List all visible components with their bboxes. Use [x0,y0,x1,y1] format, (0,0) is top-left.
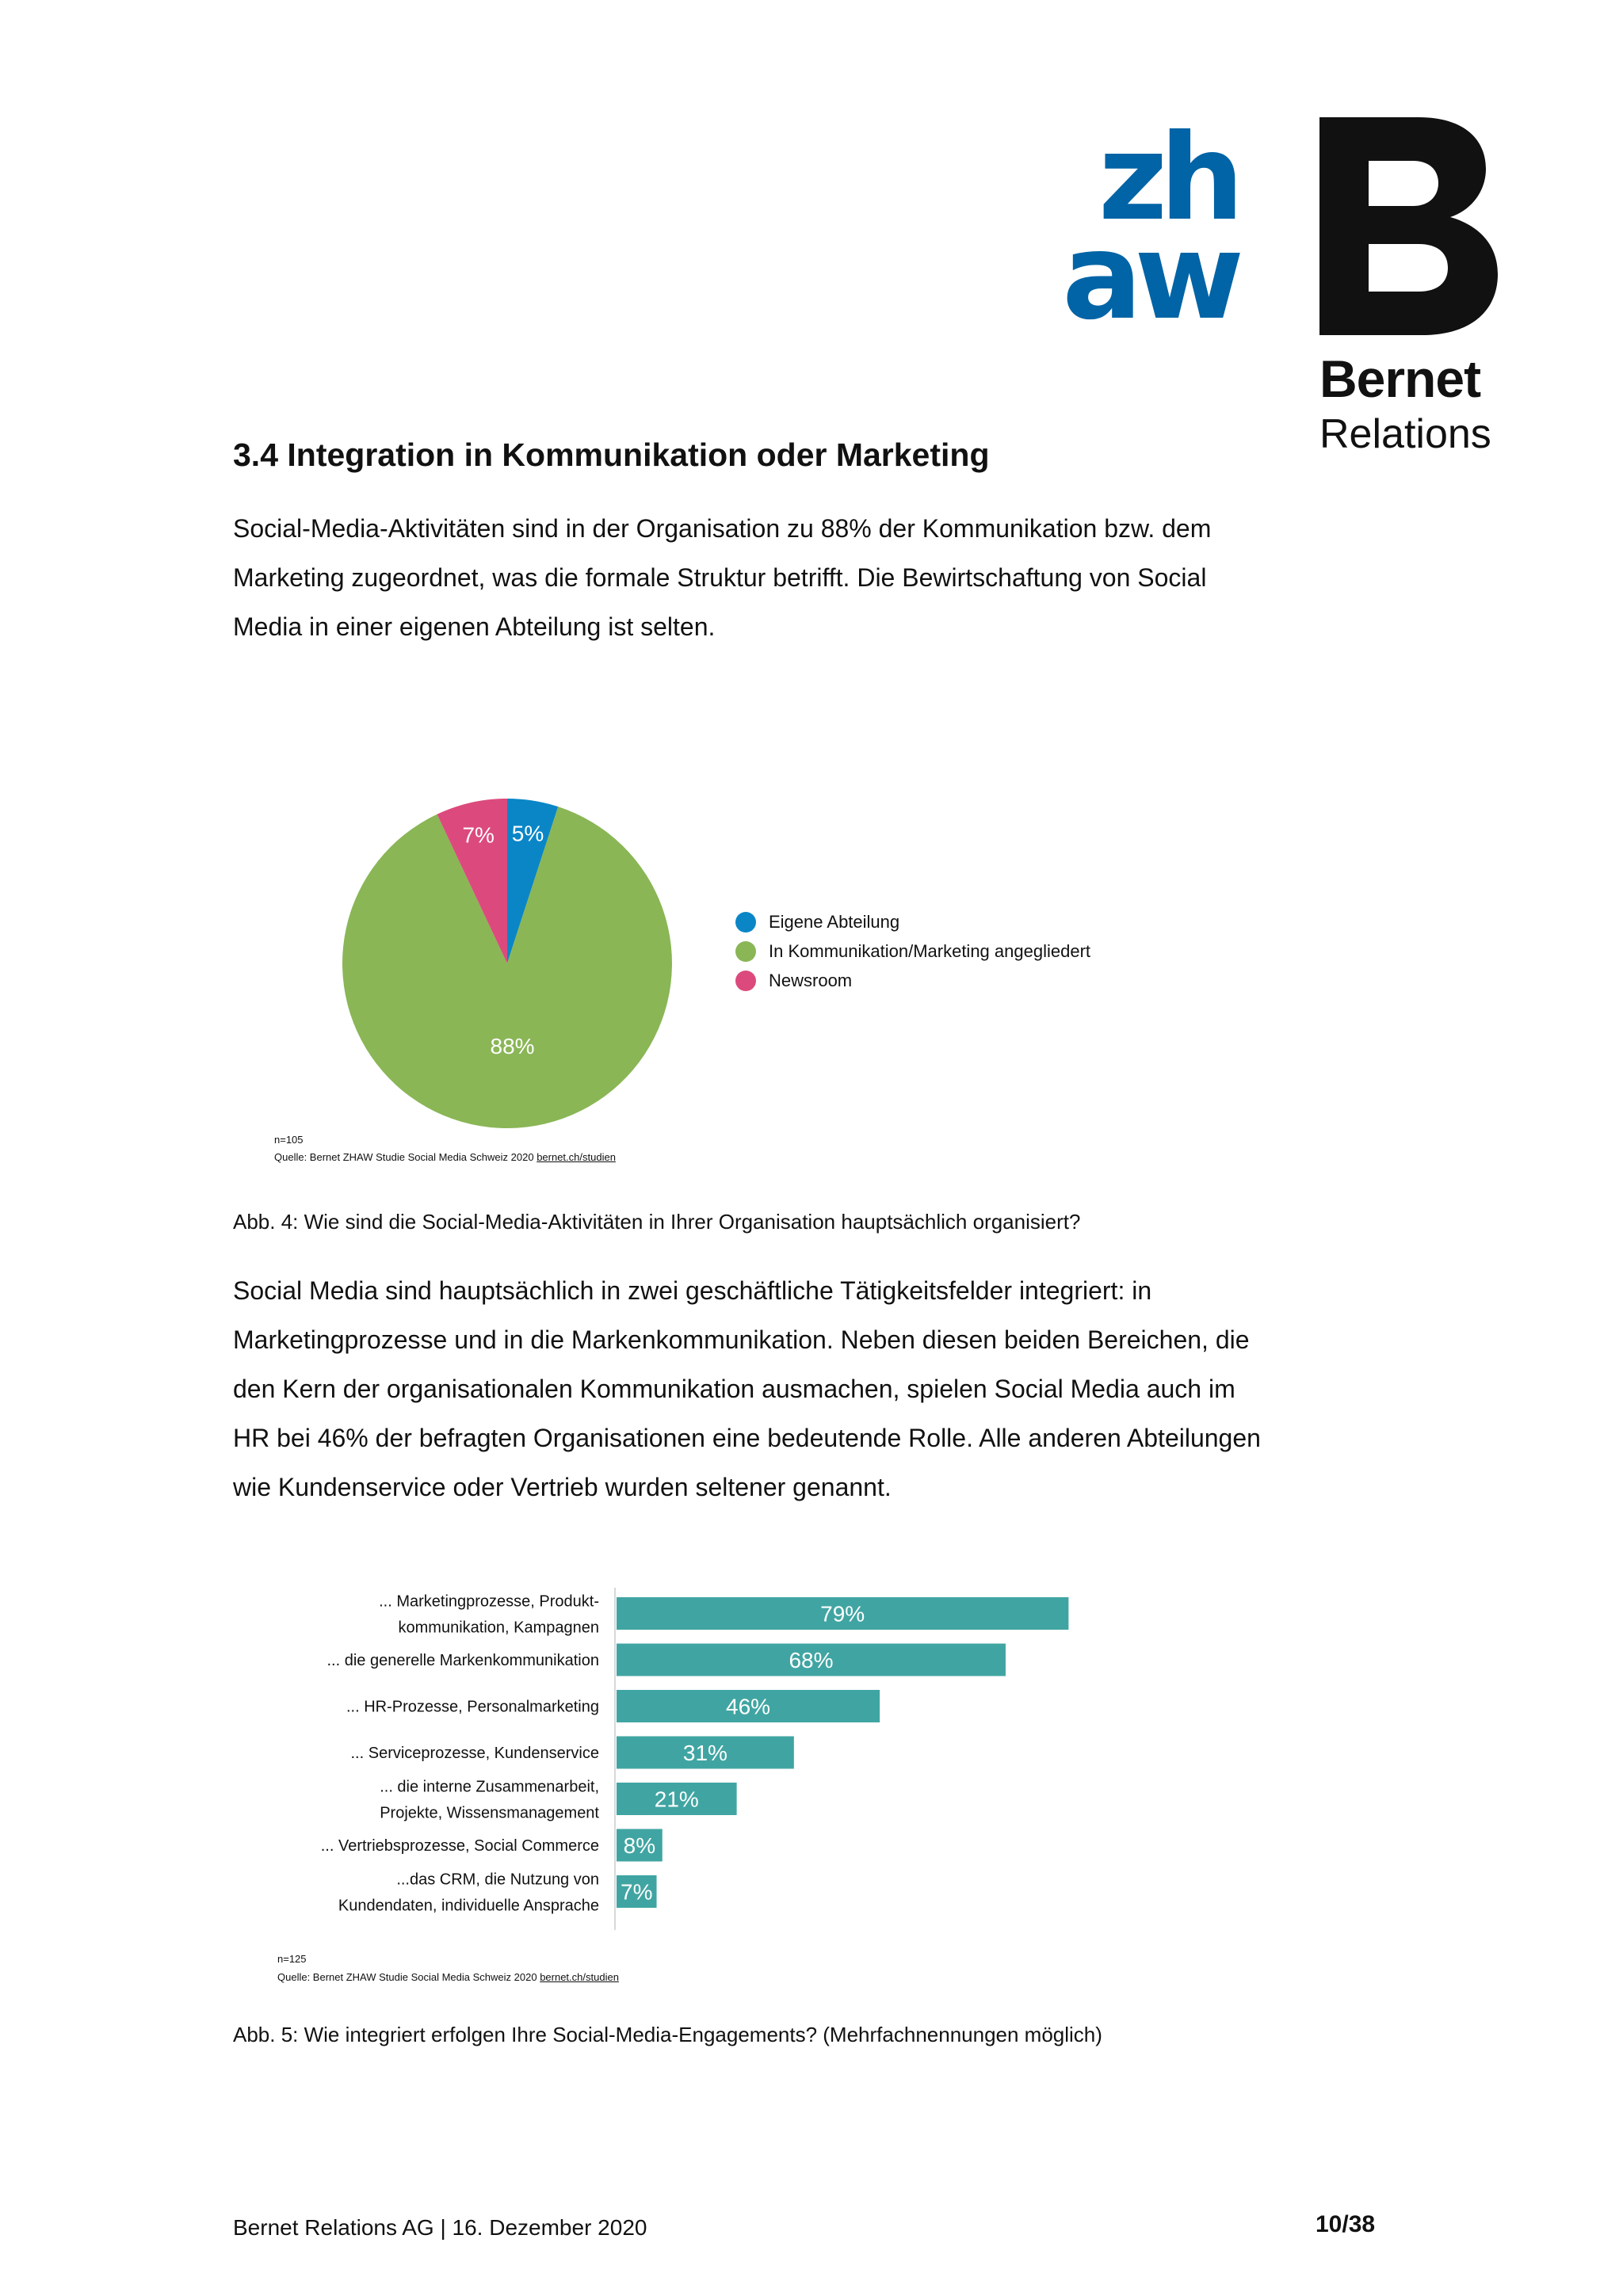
bar-category-label: ... die interne Zusammenarbeit, [380,1778,599,1796]
legend-label: Eigene Abteilung [769,912,900,932]
pie-chart [333,792,697,1141]
legend-swatch [735,912,756,933]
bar-category-label: ...das CRM, die Nutzung von [396,1871,599,1889]
pie-label-in-kommunikation-marketing-angegliedert: 88% [490,1033,535,1058]
bar-value-label: 7% [621,1879,653,1905]
zhaw-logo-line-1: zh [1098,109,1236,247]
bar-category-label: Projekte, Wissensmanagement [380,1804,599,1822]
section-title: 3.4 Integration in Kommunikation oder Marketing [233,437,990,473]
bar-category-label: ... Vertriebsprozesse, Social Commerce [320,1837,599,1855]
zhaw-logo [1038,109,1236,346]
legend-item [735,908,899,936]
pie-label-eigene-abteilung: 5% [511,821,544,846]
figure2-sample-size: n=125 [277,1953,307,1965]
pie-label-newsroom: 7% [462,822,495,848]
bar-value-label: 79% [820,1601,865,1627]
bar-chart [238,1585,1109,1933]
bar-category-label: kommunikation, Kampagnen [398,1619,599,1637]
bernet-logo-name: Bernet [1319,349,1481,408]
bar-value-label: 68% [789,1648,834,1672]
bar-value-label: 31% [682,1741,727,1765]
figure2-source [277,1969,619,1986]
bar-category-label: ... Marketingprozesse, Produkt- [379,1592,599,1611]
figure1-source [274,1149,616,1166]
zhaw-logo-line-2: aw [1062,208,1236,346]
bar-category-label: ... HR-Prozesse, Personalmarketing [346,1698,599,1716]
legend-label: Newsroom [769,971,853,990]
legend-label: In Kommunikation/Marketing angegliedert [769,941,1091,961]
legend-swatch [735,971,756,991]
figure1-source-link[interactable]: bernet.ch/studien [537,1151,616,1163]
body-paragraph: Social Media sind hauptsächlich in zwei geschäftliche Tätigkeitsfelder integriert: in Marketingprozesse und in die Markenkommunikation. Neben diesen beiden Bereichen, die den Kern der organisationalen Kommunikation ausmachen, spielen Social Media auch im HR bei 46% der befragten Organisationen eine bedeutende Rolle. Alle anderen Abteilungen wie Kundenservice oder Vertrieb wurden seltener genannt. [233,1276,1261,1501]
bar-category-label: Kundendaten, individuelle Ansprache [338,1897,599,1915]
bar-value-label: 46% [726,1694,771,1719]
figure2-source-link[interactable]: bernet.ch/studien [540,1971,619,1983]
bar-category-label: ... die generelle Markenkommunikation [327,1652,599,1669]
bar-category-label: ... Serviceprozesse, Kundenservice [350,1745,599,1762]
figure1-sample-size: n=105 [274,1134,304,1146]
figure1-source-text: Quelle: Bernet ZHAW Studie Social Media Schweiz 2020 [274,1151,537,1163]
bar-value-label: 21% [654,1787,699,1812]
figure2-caption: Abb. 5: Wie integriert erfolgen Ihre Social-Media-Engagements? (Mehrfachnennungen möglich) [233,2023,1102,2046]
legend-item [735,967,852,995]
intro-paragraph: Social-Media-Aktivitäten sind in der Organisation zu 88% der Kommunikation bzw. dem Marketing zugeordnet, was die formale Struktur betrifft. Die Bewirtschaftung von Social Media in einer eigenen Abteilung ist selten. [233,514,1212,641]
bar-value-label: 8% [623,1833,656,1858]
legend-swatch [735,941,756,962]
legend-item [735,937,1090,966]
footer-company-date: Bernet Relations AG | 16. Dezember 2020 [233,2215,647,2240]
bernet-b-logo [1319,117,1498,335]
page-number: 10/38 [1316,2211,1376,2237]
bernet-logo-subtitle: Relations [1319,411,1491,457]
figure2-source-text: Quelle: Bernet ZHAW Studie Social Media Schweiz 2020 [277,1971,540,1983]
figure1-caption: Abb. 4: Wie sind die Social-Media-Aktivitäten in Ihrer Organisation hauptsächlich organisiert? [233,1210,1081,1234]
